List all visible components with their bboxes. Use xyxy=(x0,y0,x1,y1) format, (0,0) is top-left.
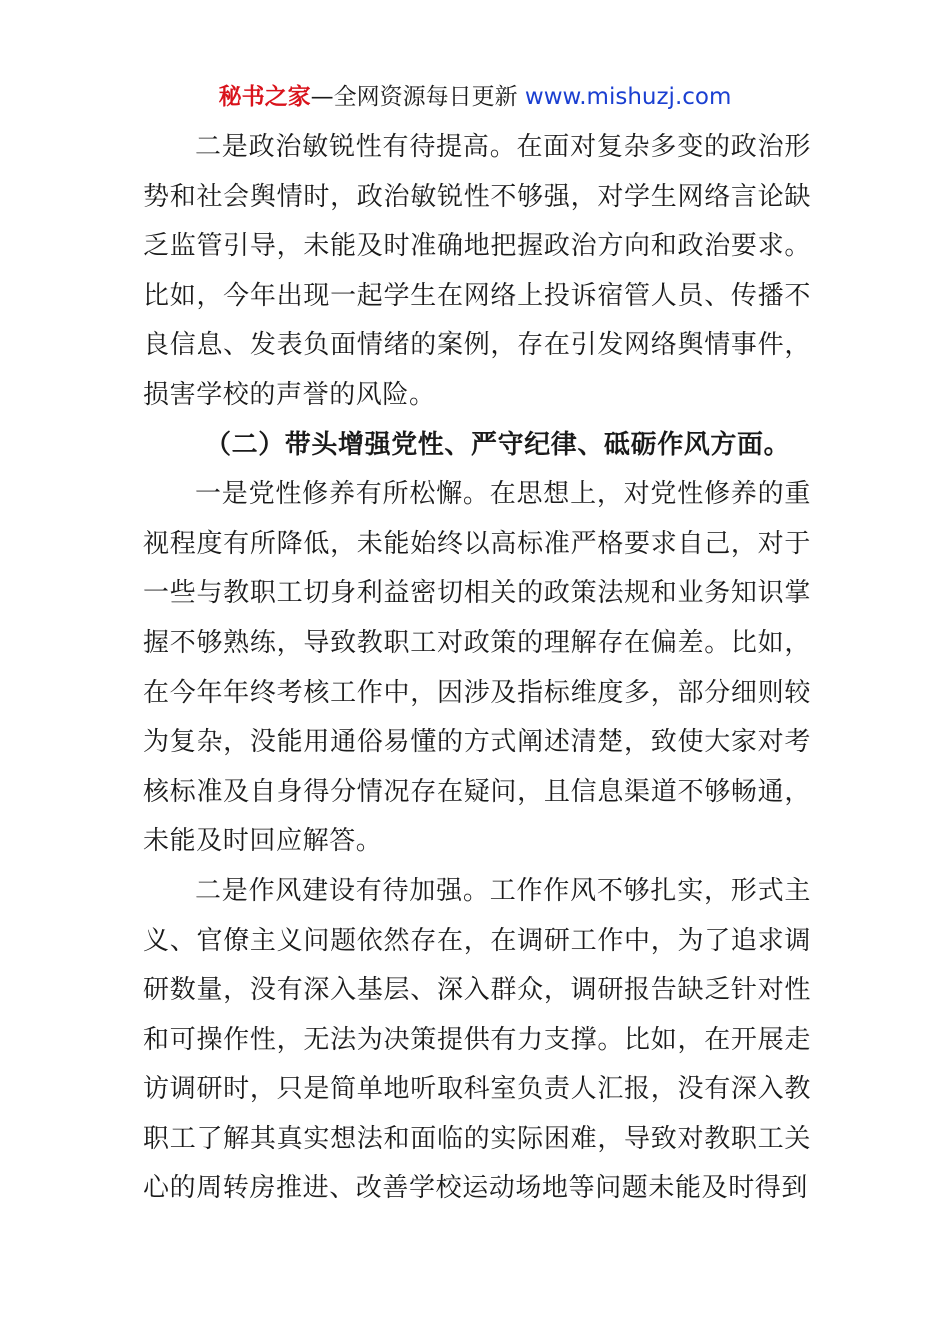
site-url-link[interactable]: www.mishuzj.com xyxy=(524,84,732,110)
site-brand: 秘书之家 xyxy=(218,84,311,110)
site-header xyxy=(0,80,950,114)
paragraph-party-cultivation: 一是党性修养有所松懈。在思想上，对党性修养的重视程度有所降低，未能始终以高标准严格要求自己，对于一些与教职工切身利益密切相关的政策法规和业务知识掌握不够熟练，导致教职工对政策的理解存在偏差。比如，在今年年终考核工作中，因涉及指标维度多，部分细则较为复杂，没能用通俗易懂的方式阐述清楚，致使大家对考核标准及自身得分情况存在疑问，且信息渠道不够畅通，未能及时回应解答。 xyxy=(143,479,811,857)
site-tagline: —全网资源每日更新 xyxy=(310,84,518,110)
document-body xyxy=(143,123,811,1214)
section-heading-party-spirit: （二）带头增强党性、严守纪律、砥砺作风方面。 xyxy=(205,429,791,460)
paragraph-work-style: 二是作风建设有待加强。工作作风不够扎实，形式主义、官僚主义问题依然存在，在调研工作中，为了追求调研数量，没有深入基层、深入群众，调研报告缺乏针对性和可操作性，无法为决策提供有力支撑。比如，在开展走访调研时，只是简单地听取科室负责人汇报，没有深入教职工了解其真实想法和面临的实际困难，导致对教职工关心的周转房推进、改善学校运动场地等问题未能及时得到 xyxy=(143,875,811,1204)
paragraph-political-sensitivity: 二是政治敏锐性有待提高。在面对复杂多变的政治形势和社会舆情时，政治敏锐性不够强，对学生网络言论缺乏监管引导，未能及时准确地把握政治方向和政治要求。比如，今年出现一起学生在网络上投诉宿管人员、传播不良信息、发表负面情绪的案例，存在引发网络舆情事件，损害学校的声誉的风险。 xyxy=(143,132,811,410)
